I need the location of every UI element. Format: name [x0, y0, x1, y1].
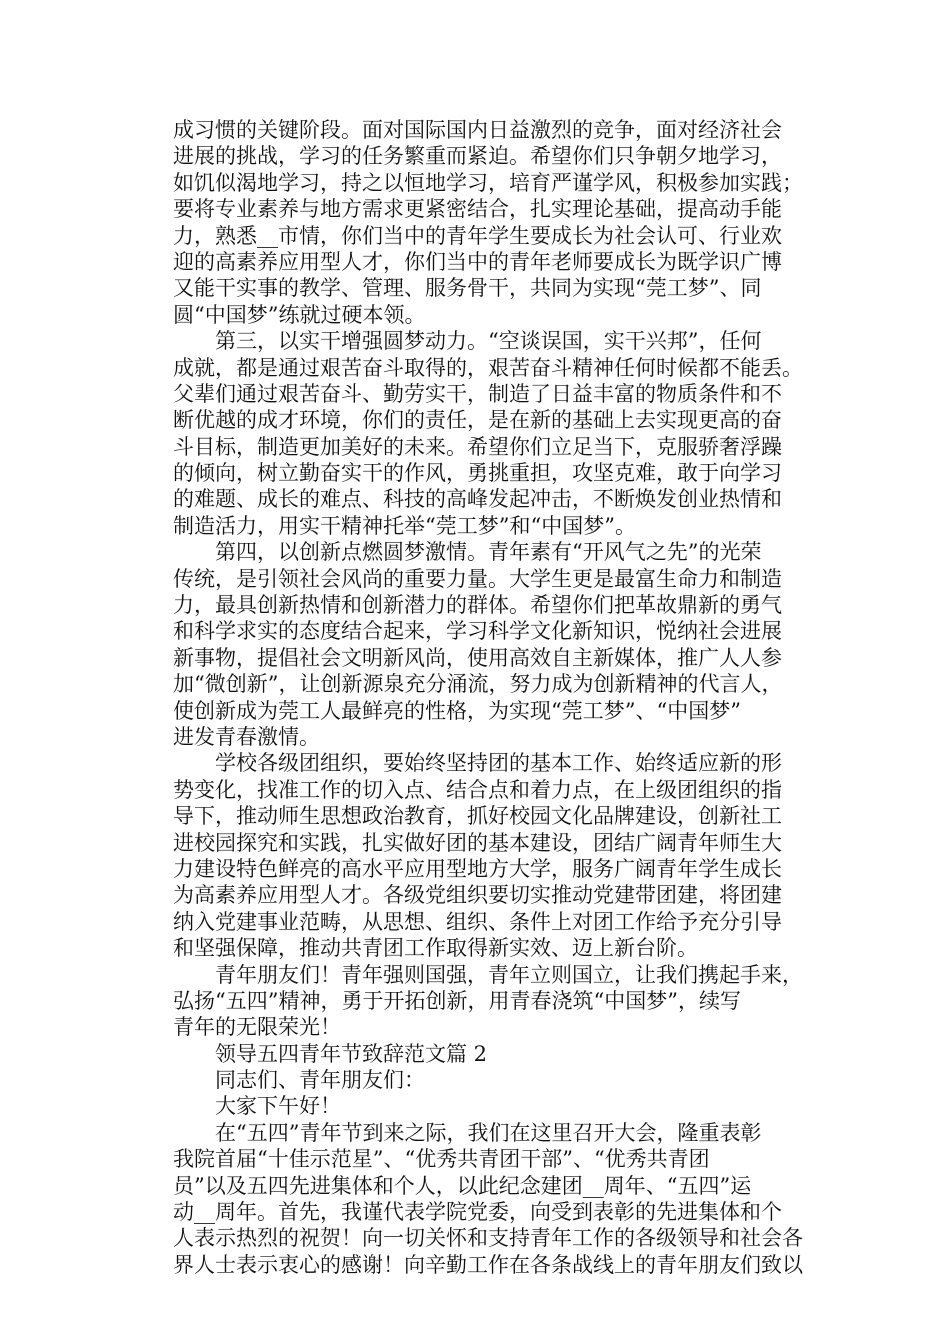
text-line: 力，最具创新热情和创新潜力的群体。希望你们把革故鼎新的勇气 — [173, 593, 782, 618]
text-line: 导下，推动师生思想政治教育，抓好校园文化品牌建设，创新社工 — [173, 804, 782, 829]
text-line: 的难题、成长的难点、科技的高峰发起冲击，不断焕发创业热情和 — [173, 487, 782, 512]
text-line: 断优越的成才环境，你们的责任，是在新的基础上去实现更高的奋 — [173, 408, 782, 433]
text-line: 如饥似渴地学习，持之以恒地学习，培育严谨学风，积极参加实践； — [173, 170, 803, 195]
text-line: 第四，以创新点燃圆梦激情。青年素有“开风气之先”的光荣 — [173, 540, 762, 565]
text-line: 力建设特色鲜亮的高水平应用型地方大学，服务广阔青年学生成长 — [173, 856, 782, 881]
text-line: 在“五四”青年节到来之际，我们在这里召开大会，隆重表彰 — [173, 1120, 762, 1145]
text-line: 和科学求实的态度结合起来，学习科学文化新知识，悦纳社会进展 — [173, 619, 782, 644]
text-line: 斗目标，制造更加美好的未来。希望你们立足当下，克服骄奢浮躁 — [173, 434, 782, 459]
text-line: 进发青春激情。 — [173, 724, 320, 749]
text-line: 力，熟悉__市情，你们当中的青年学生要成长为社会认可、行业欢 — [173, 223, 782, 248]
text-line: 界人士表示衷心的感谢！向辛勤工作在各条战线上的青年朋友们致以 — [173, 1252, 803, 1277]
text-line: 青年朋友们！青年强则国强，青年立则国立，让我们携起手来， — [173, 962, 803, 987]
text-line: 势变化，找准工作的切入点、结合点和着力点，在上级团组织的指 — [173, 777, 782, 802]
text-line: 使创新成为莞工人最鲜亮的性格，为实现“莞工梦”、“中国梦” — [173, 698, 741, 723]
text-line: 制造活力，用实干精神托举“莞工梦”和“中国梦”。 — [173, 513, 636, 538]
text-line: 和坚强保障，推动共青团工作取得新实效、迈上新台阶。 — [173, 936, 698, 961]
text-line: 大家下午好！ — [173, 1094, 341, 1119]
text-line: 新事物，提倡社会文明新风尚，使用高效自主新媒体，推广人人参 — [173, 645, 782, 670]
text-line: 的倾向，树立勤奋实干的作风，勇挑重担，攻坚克难，敢于向学习 — [173, 461, 782, 486]
text-line: 成习惯的关键阶段。面对国际国内日益激烈的竞争，面对经济社会 — [173, 118, 782, 142]
text-line: 人表示热烈的祝贺！向一切关怀和支持青年工作的各级领导和社会各 — [173, 1226, 803, 1251]
text-line: 纳入党建事业范畴，从思想、组织、条件上对团工作给予充分引导 — [173, 909, 782, 934]
text-line: 员”以及五四先进集体和个人，以此纪念建团__周年、“五四”运 — [173, 1173, 752, 1198]
text-line: 又能干实事的教学、管理、服务骨干，共同为实现“莞工梦”、同 — [173, 276, 762, 301]
text-line: 进展的挑战，学习的任务繁重而紧迫。希望你们只争朝夕地学习， — [173, 144, 782, 169]
text-line: 领导五四青年节致辞范文篇 2 — [173, 1041, 488, 1066]
text-line: 加“微创新”，让创新源泉充分涌流，努力成为创新精神的代言人， — [173, 672, 783, 697]
text-line: 父辈们通过艰苦奋斗、勤劳实干，制造了日益丰富的物质条件和不 — [173, 381, 782, 406]
text-line: 迎的高素养应用型人才，你们当中的青年老师要成长为既学识广博 — [173, 249, 782, 274]
text-line: 弘扬“五四”精神，勇于开拓创新，用青春浇筑“中国梦”，续写 — [173, 988, 741, 1013]
text-line: 学校各级团组织，要始终坚持团的基本工作、始终适应新的形 — [173, 751, 782, 776]
text-line: 同志们、青年朋友们： — [173, 1068, 425, 1093]
text-line: 圆“中国梦”练就过硬本领。 — [173, 302, 426, 327]
text-line: 动__周年。首先，我谨代表学院党委，向受到表彰的先进集体和个 — [173, 1200, 782, 1225]
text-line: 传统，是引领社会风尚的重要力量。大学生更是最富生命力和制造 — [173, 566, 782, 591]
text-line: 要将专业素养与地方需求更紧密结合，扎实理论基础，提高动手能 — [173, 197, 782, 222]
document-body — [173, 117, 833, 1278]
text-line: 为高素养应用型人才。各级党组织要切实推动党建带团建，将团建 — [173, 883, 782, 908]
text-line: 成就，都是通过艰苦奋斗取得的，艰苦奋斗精神任何时候都不能丢。 — [173, 355, 803, 380]
text-line: 青年的无限荣光！ — [173, 1015, 341, 1040]
text-line: 第三，以实干增强圆梦动力。“空谈误国，实干兴邦”，任何 — [173, 329, 762, 354]
text-line: 我院首届“十佳示范星”、“优秀共青团干部”、“优秀共青团 — [173, 1147, 710, 1172]
text-line: 进校园探究和实践，扎实做好团的基本建设，团结广阔青年师生大 — [173, 830, 782, 855]
